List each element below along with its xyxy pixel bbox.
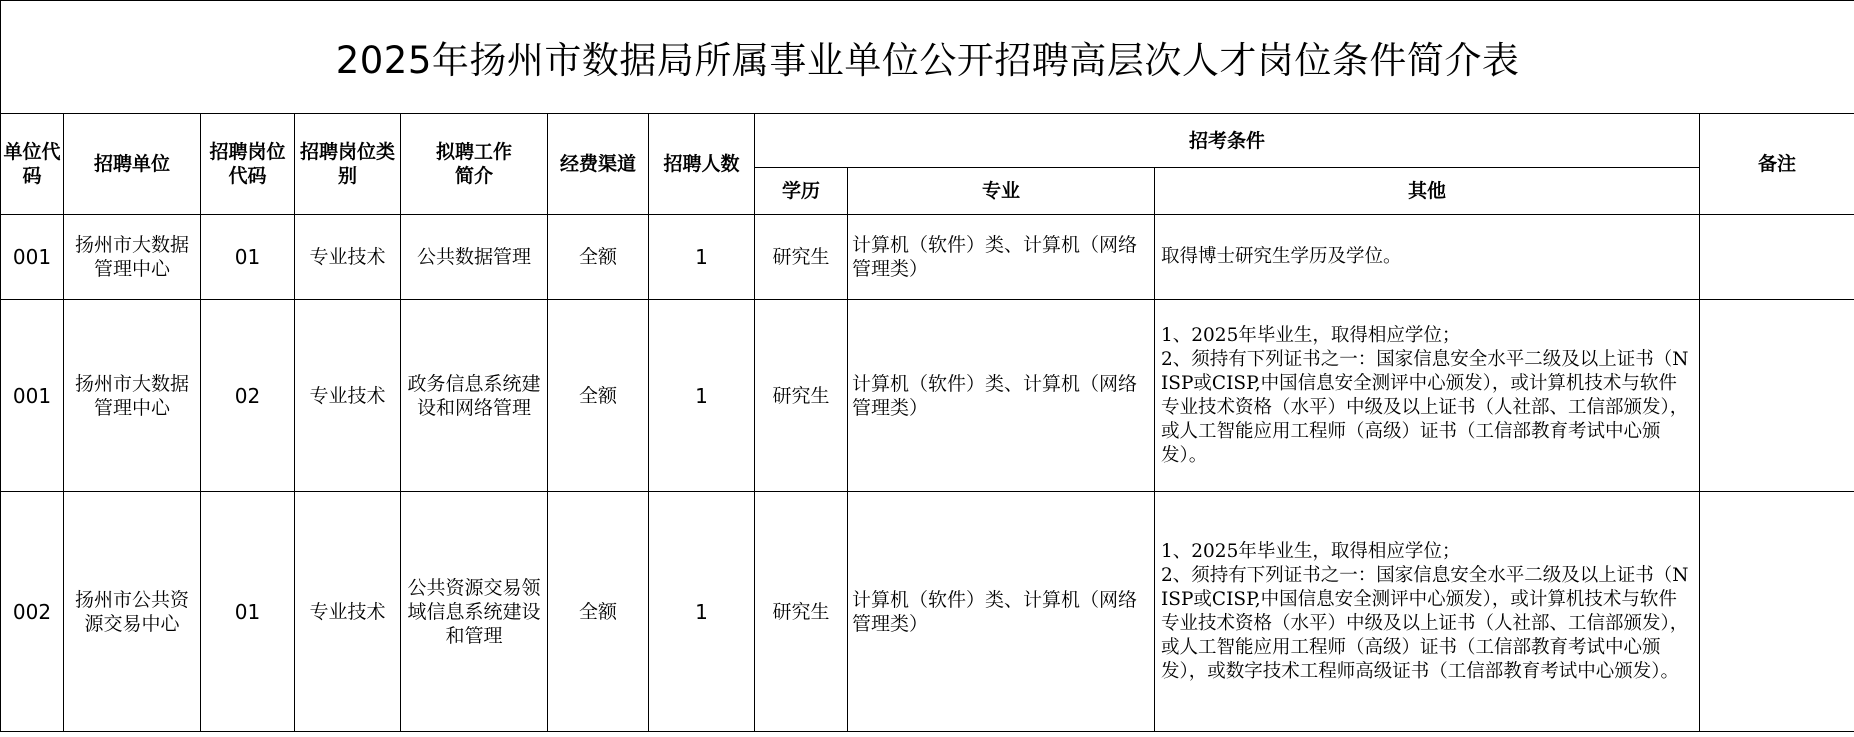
unit-code-cell: 001 (1, 300, 64, 492)
funding-cell: 全额 (548, 492, 649, 732)
post-code-cell: 01 (201, 215, 295, 300)
table-row (1, 300, 1854, 492)
unit-name-cell: 扬州市大数据管理中心 (64, 215, 201, 300)
header-education: 学历 (755, 168, 848, 215)
post-type-cell: 专业技术 (295, 215, 401, 300)
funding-cell: 全额 (548, 215, 649, 300)
title-row (1, 1, 1854, 114)
count-cell: 1 (649, 215, 755, 300)
header-unit-code: 单位代码 (1, 114, 64, 215)
header-row-1 (1, 114, 1854, 168)
other-line: 取得博士研究生学历及学位。 (1161, 246, 1402, 267)
major-cell: 计算机（软件）类、计算机（网络管理类） (848, 215, 1155, 300)
unit-name-cell: 扬州市大数据管理中心 (64, 300, 201, 492)
job-desc-cell: 政务信息系统建设和网络管理 (401, 300, 548, 492)
header-major: 专业 (848, 168, 1155, 215)
other-line: 2、须持有下列证书之一：国家信息安全水平二级及以上证书（NISP或CISP,中国信息安全测评中心颁发），或计算机技术与软件专业技术资格（水平）中级及以上证书（人社部、工信部颁发），或人工智能应用工程师（高级）证书（工信部教育考试中心颁发），或数字技术工程师高级证书（工信部教育考试中心颁发）。 (1161, 564, 1689, 682)
other-cell (1155, 300, 1700, 492)
other-line: 2、须持有下列证书之一：国家信息安全水平二级及以上证书（NISP或CISP,中国信息安全测评中心颁发），或计算机技术与软件专业技术资格（水平）中级及以上证书（人社部、工信部颁发），或人工智能应用工程师（高级）证书（工信部教育考试中心颁发）。 (1161, 348, 1689, 466)
header-other: 其他 (1155, 168, 1700, 215)
header-post-code: 招聘岗位代码 (201, 114, 295, 215)
education-cell: 研究生 (755, 215, 848, 300)
table-row (1, 215, 1854, 300)
education-cell: 研究生 (755, 492, 848, 732)
post-type-cell: 专业技术 (295, 300, 401, 492)
header-conditions: 招考条件 (755, 114, 1700, 168)
education-cell: 研究生 (755, 300, 848, 492)
major-cell: 计算机（软件）类、计算机（网络管理类） (848, 492, 1155, 732)
header-count: 招聘人数 (649, 114, 755, 215)
other-line: 1、2025年毕业生，取得相应学位； (1161, 324, 1461, 346)
major-cell: 计算机（软件）类、计算机（网络管理类） (848, 300, 1155, 492)
header-job-desc: 拟聘工作简介 (401, 114, 548, 215)
page-title: 2025年扬州市数据局所属事业单位公开招聘高层次人才岗位条件简介表 (1, 1, 1854, 114)
header-unit-name: 招聘单位 (64, 114, 201, 215)
job-desc-cell: 公共数据管理 (401, 215, 548, 300)
table-row (1, 492, 1854, 732)
job-desc-cell: 公共资源交易领域信息系统建设和管理 (401, 492, 548, 732)
header-remark: 备注 (1700, 114, 1854, 215)
post-code-cell: 02 (201, 300, 295, 492)
remark-cell (1700, 215, 1854, 300)
other-line: 1、2025年毕业生，取得相应学位； (1161, 540, 1461, 562)
unit-code-cell: 002 (1, 492, 64, 732)
remark-cell (1700, 300, 1854, 492)
header-post-type: 招聘岗位类别 (295, 114, 401, 215)
post-code-cell: 01 (201, 492, 295, 732)
unit-name-cell: 扬州市公共资源交易中心 (64, 492, 201, 732)
remark-cell (1700, 492, 1854, 732)
post-type-cell: 专业技术 (295, 492, 401, 732)
unit-code-cell: 001 (1, 215, 64, 300)
count-cell: 1 (649, 492, 755, 732)
header-funding: 经费渠道 (548, 114, 649, 215)
count-cell: 1 (649, 300, 755, 492)
other-cell (1155, 492, 1700, 732)
funding-cell: 全额 (548, 300, 649, 492)
other-cell (1155, 215, 1700, 300)
